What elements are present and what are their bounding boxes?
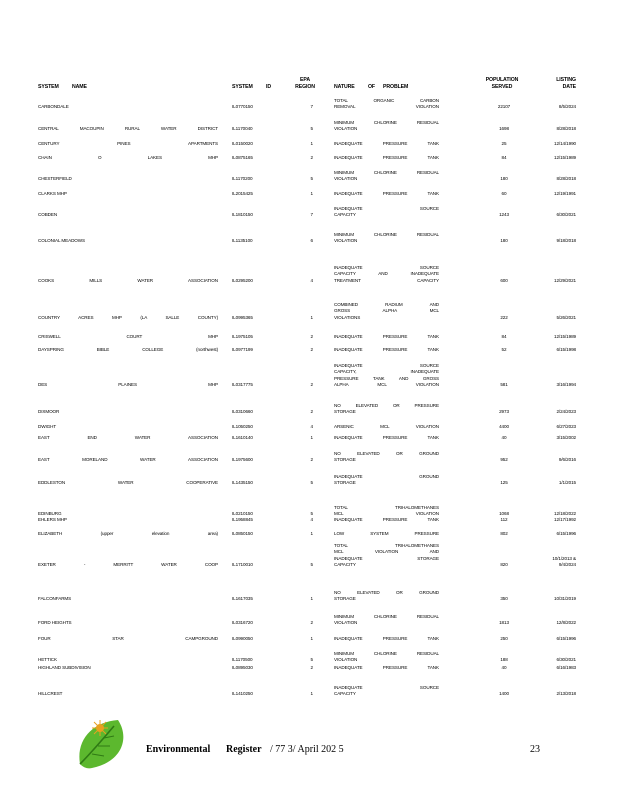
population-served: 350 <box>500 596 508 602</box>
epa-region: 1 <box>310 314 313 320</box>
system-name: CRISWELL COURT MHP <box>38 334 218 339</box>
problem-line: TREATMENT CAPACITY <box>334 277 439 283</box>
problem-line: TOTAL TRIHALOMETHANES <box>334 543 439 548</box>
listing-date: 6/30/2021 <box>556 212 576 218</box>
system-id: IL1958845 <box>232 517 253 522</box>
system-name: HETTICK <box>38 657 57 663</box>
problem-line: ALPHA MCL VIOLATION <box>334 381 439 387</box>
system-id: IL1975600 <box>232 457 253 463</box>
system-id: IL0770150 <box>232 104 253 110</box>
population-served: 40 <box>501 665 507 670</box>
listing-date: 12/29/2021 <box>554 277 576 283</box>
listing-date: 2/13/2018 <box>556 691 576 697</box>
header-nature-a: NATURE <box>334 84 355 90</box>
system-id: IL0850150 <box>232 531 253 536</box>
epa-region: 1 <box>310 636 313 641</box>
problem-line: NO ELEVATED OR GROUND <box>334 451 439 456</box>
problem-line: INADEQUATE SOURCE <box>334 363 439 368</box>
system-id: IL0316720 <box>232 620 253 626</box>
footer-issue: / 77 3/ April 202 5 <box>270 744 344 755</box>
problem-line: MCL VIOLATION AND <box>334 549 439 555</box>
system-id: IL0150020 <box>232 141 253 146</box>
header-population-2: SERVED <box>491 84 513 90</box>
population-served: 60 <box>501 191 507 196</box>
problem-line: TOTAL TRIHALOMETHANES <box>334 505 439 510</box>
system-name: CENTRAL MACOUPIN RURAL WATER DISTRICT <box>38 126 218 132</box>
epa-region: 7 <box>310 104 313 110</box>
listing-date: 8/28/2018 <box>556 176 576 182</box>
system-name: DIXMOOR <box>38 409 60 415</box>
system-name: COBDEN <box>38 212 58 218</box>
epa-region: 5 <box>310 480 313 486</box>
system-id: IL0295200 <box>232 277 253 283</box>
problem-line: INADEQUATE PRESSURE TANK <box>334 334 439 339</box>
header-epa-1: EPA <box>300 77 310 83</box>
population-served: 84 <box>501 334 507 339</box>
population-served: 820 <box>500 561 508 567</box>
problem-line: INADEQUATE STORAGE <box>334 555 439 561</box>
epa-region: 2 <box>310 457 313 463</box>
epa-region: 6 <box>310 238 313 244</box>
problem-line: INADEQUATE PRESSURE TANK <box>334 155 439 160</box>
system-id: IL2015425 <box>232 191 253 196</box>
epa-region: 1 <box>310 531 313 536</box>
population-served: 52 <box>501 347 507 352</box>
problem-line: NO ELEVATED OR PRESSURE <box>334 403 439 408</box>
footer-publication: Environmental <box>146 744 211 755</box>
problem-line: REMOVAL VIOLATION <box>334 104 439 110</box>
system-id: IL1810150 <box>232 212 253 218</box>
problem-line: MCL VIOLATION <box>334 511 439 517</box>
problem-line: STORAGE <box>334 409 356 415</box>
problem-line: TOTAL ORGANIC CARBON <box>334 98 439 103</box>
system-name: CHAIN O LAKES MHP <box>38 155 218 160</box>
epa-region: 4 <box>310 277 313 283</box>
population-served: 188 <box>500 657 508 663</box>
system-id: IL1710010 <box>232 561 253 567</box>
listing-date: 2/24/2023 <box>556 409 576 415</box>
system-name: EXETER - MERRITT WATER COOP <box>38 561 218 567</box>
population-served: 1243 <box>499 212 509 218</box>
listing-date: 10/1/2013 & <box>552 555 576 561</box>
population-served: 1400 <box>499 691 509 697</box>
problem-line: MINIMUM CHLORINE RESIDUAL <box>334 170 439 175</box>
listing-date: 12/14/1990 <box>554 141 576 146</box>
system-name: FOUR STAR CAMPGROUND <box>38 636 218 641</box>
system-name: COLONIAL MEADOWS <box>38 238 85 244</box>
population-served: 2973 <box>499 409 509 415</box>
population-served: 112 <box>500 517 508 522</box>
epa-region: 5 <box>310 657 313 663</box>
problem-line: VIOLATION <box>334 176 358 182</box>
problem-line: INADEQUATE SOURCE <box>334 685 439 690</box>
listing-date: 12/19/1991 <box>554 191 576 196</box>
problem-line: CAPACITY <box>334 212 356 218</box>
epa-region: 2 <box>310 155 313 160</box>
listing-date: 6/27/2023 <box>556 424 576 429</box>
listing-date: 9/4/2024 <box>558 561 576 567</box>
problem-line: INADEQUATE SOURCE <box>334 265 439 270</box>
population-served: 40 <box>501 435 507 440</box>
epa-region: 2 <box>310 409 313 415</box>
system-id: IL0977199 <box>232 347 253 352</box>
header-system-id-a: SYSTEM <box>232 84 253 90</box>
system-name: HILLCREST <box>38 691 63 697</box>
population-served: 600 <box>500 277 508 283</box>
population-served: 952 <box>500 457 508 463</box>
system-name: COUNTRY ACRES MHP (LA SALLE COUNTY) <box>38 314 218 320</box>
population-served: 802 <box>500 531 508 536</box>
system-id: IL1170200 <box>232 176 253 182</box>
system-id: IL1170040 <box>232 126 253 132</box>
problem-line: INADEQUATE PRESSURE TANK <box>334 636 439 641</box>
system-name: DES PLAINES MHP <box>38 381 218 387</box>
population-served: 4400 <box>499 424 509 429</box>
problem-line: VIOLATION <box>334 126 358 132</box>
problem-line: STORAGE <box>334 457 356 463</box>
system-id: IL1170500 <box>232 657 253 663</box>
system-id: IL0317775 <box>232 381 253 387</box>
header-epa-2: REGION <box>295 84 315 90</box>
system-name: ELIZABETH (upper elevation area) <box>38 531 218 536</box>
system-name: HIGHLAND SUBDIVISION <box>38 665 91 670</box>
problem-line: COMBINED RADIUM AND <box>334 302 439 307</box>
header-listing-2: DATE <box>562 84 576 90</box>
problem-line: CAPACITY, INADEQUATE <box>334 369 439 375</box>
listing-date: 9/18/2018 <box>556 238 576 244</box>
leaf-logo-icon <box>70 716 140 772</box>
population-served: 180 <box>500 176 508 182</box>
population-served: 1068 <box>499 511 509 517</box>
system-name: CARBONDALE <box>38 104 69 110</box>
epa-region: 1 <box>310 191 313 196</box>
system-name: DAYSPRING BIBLE COLLEGE (northwest) <box>38 347 218 352</box>
epa-region: 5 <box>310 511 313 517</box>
system-name: CLARKS MHP <box>38 191 67 196</box>
epa-region: 7 <box>310 212 313 218</box>
system-id: IL1617035 <box>232 596 253 602</box>
header-nature-b: OF <box>368 84 376 90</box>
system-name: DWIGHT <box>38 424 57 429</box>
population-served: 1698 <box>499 126 509 132</box>
system-id: IL1135100 <box>232 238 253 244</box>
problem-line: VIOLATIONS <box>334 314 361 320</box>
listing-date: 6/15/1996 <box>556 636 576 641</box>
system-name: FORD HEIGHTS <box>38 620 72 626</box>
problem-line: INADEQUATE PRESSURE TANK <box>334 191 439 196</box>
epa-region: 2 <box>310 665 313 670</box>
listing-date: 3/16/1994 <box>556 381 576 387</box>
problem-line: STORAGE <box>334 480 356 486</box>
problem-line: ARSENIC MCL VIOLATION <box>334 424 439 429</box>
system-name: EDINBURG <box>38 511 62 517</box>
system-id: IL1610140 <box>232 435 253 440</box>
listing-date: 8/28/2018 <box>556 126 576 132</box>
epa-region: 4 <box>310 517 313 522</box>
system-id: IL0990050 <box>232 636 253 641</box>
problem-line: VIOLATION <box>334 238 358 244</box>
listing-date: 9/6/2016 <box>558 457 576 463</box>
population-served: 125 <box>500 480 508 486</box>
population-served: 581 <box>500 381 508 387</box>
system-id: IL1975105 <box>232 334 253 339</box>
system-name: CENTURY PINES APARTMENTS <box>38 141 218 146</box>
problem-line: CAPACITY <box>334 561 356 567</box>
problem-line: CAPACITY AND INADEQUATE <box>334 271 439 277</box>
problem-line: INADEQUATE SOURCE <box>334 206 439 211</box>
epa-region: 1 <box>310 435 313 440</box>
problem-line: INADEQUATE PRESSURE TANK <box>334 517 439 522</box>
system-name: EDDLESTON WATER COOPERATIVE <box>38 480 218 486</box>
system-id: IL0875165 <box>232 155 253 160</box>
system-id: IL0310660 <box>232 409 253 415</box>
listing-date: 8/5/2024 <box>558 104 576 110</box>
population-served: 180 <box>500 238 508 244</box>
footer-register: Register <box>226 744 262 755</box>
problem-line: INADEQUATE PRESSURE TANK <box>334 141 439 146</box>
population-served: 25 <box>501 141 507 146</box>
listing-date: 3/15/2002 <box>556 435 576 440</box>
population-served: 84 <box>501 155 507 160</box>
problem-line: INADEQUATE PRESSURE TANK <box>334 665 439 670</box>
header-system: SYSTEM <box>38 84 59 90</box>
epa-region: 2 <box>310 347 313 352</box>
system-name: EAST END WATER ASSOCIATION <box>38 435 218 440</box>
listing-date: 6/15/1996 <box>556 531 576 536</box>
problem-line: VIOLATION <box>334 620 358 626</box>
listing-date: 12/8/2022 <box>556 620 576 626</box>
epa-region: 1 <box>310 691 313 697</box>
listing-date: 6/15/1998 <box>556 347 576 352</box>
system-name: FALCONFARMS <box>38 596 72 602</box>
header-nature-c: PROBLEM <box>383 84 409 90</box>
system-name: COOKS MILLS WATER ASSOCIATION <box>38 277 218 283</box>
system-id: IL0995365 <box>232 314 253 320</box>
system-name: EHLERS MHP <box>38 517 67 522</box>
problem-line: MINIMUM CHLORINE RESIDUAL <box>334 614 439 619</box>
epa-region: 2 <box>310 334 313 339</box>
epa-region: 4 <box>310 424 313 429</box>
problem-line: CAPACITY <box>334 691 356 697</box>
population-served: 250 <box>500 636 508 641</box>
listing-date: 12/15/1989 <box>554 155 576 160</box>
problem-line: STORAGE <box>334 596 356 602</box>
header-name: NAME <box>72 84 87 90</box>
population-served: 1813 <box>499 620 509 626</box>
problem-line: INADEQUATE GROUND <box>334 474 439 479</box>
system-id: IL1435150 <box>232 480 253 486</box>
system-id: IL0895030 <box>232 665 253 670</box>
listing-date: 1/1/2015 <box>558 480 576 486</box>
problem-line: NO ELEVATED OR GROUND <box>334 590 439 595</box>
problem-line: LOW SYSTEM PRESSURE <box>334 531 439 536</box>
footer-page-number: 23 <box>530 744 540 755</box>
header-listing-1: LISTING <box>556 77 576 83</box>
listing-date: 6/16/1983 <box>556 665 576 670</box>
problem-line: INADEQUATE PRESSURE TANK <box>334 435 439 440</box>
system-id: IL1050250 <box>232 424 253 429</box>
population-served: 222 <box>500 314 508 320</box>
listing-date: 5/26/2021 <box>556 314 576 320</box>
problem-line: PRESSURE TANK AND GROSS <box>334 375 439 381</box>
problem-line: INADEQUATE PRESSURE TANK <box>334 347 439 352</box>
epa-region: 1 <box>310 596 313 602</box>
listing-date: 12/17/1992 <box>554 517 576 522</box>
system-name: CHESTERFIELD <box>38 176 72 182</box>
epa-region: 2 <box>310 381 313 387</box>
system-name: EAST MORELAND WATER ASSOCIATION <box>38 457 218 463</box>
problem-line: MINIMUM CHLORINE RESIDUAL <box>334 120 439 125</box>
listing-date: 12/18/2022 <box>554 511 576 517</box>
listing-date: 12/15/1989 <box>554 334 576 339</box>
problem-line: VIOLATION <box>334 657 358 663</box>
listing-date: 6/30/2021 <box>556 657 576 663</box>
problem-line: GROSS ALPHA MCL <box>334 308 439 314</box>
epa-region: 1 <box>310 141 313 146</box>
epa-region: 5 <box>310 561 313 567</box>
header-system-id-b: ID <box>266 84 271 90</box>
header-population-1: POPULATION <box>485 77 519 83</box>
problem-line: MINIMUM CHLORINE RESIDUAL <box>334 651 439 656</box>
system-id: IL1410250 <box>232 691 253 697</box>
problem-line: MINIMUM CHLORINE RESIDUAL <box>334 232 439 237</box>
system-id: IL0210150 <box>232 511 253 517</box>
listing-date: 10/31/2019 <box>554 596 576 602</box>
population-served: 22107 <box>497 104 511 110</box>
epa-region: 5 <box>310 126 313 132</box>
epa-region: 5 <box>310 176 313 182</box>
epa-region: 2 <box>310 620 313 626</box>
